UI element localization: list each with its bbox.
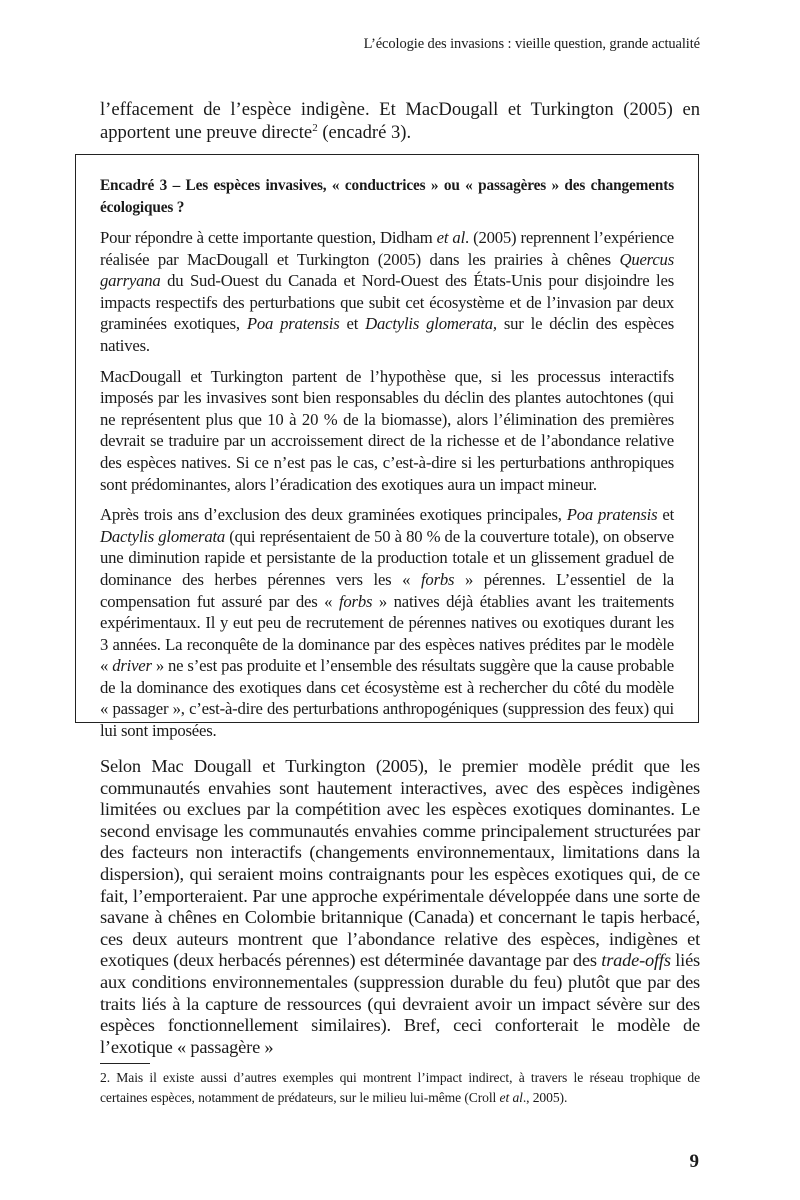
intro-text: l’effacement de l’espèce indigène. Et MacDougall et Turkington (2005) en apportent une preuve directe bbox=[100, 99, 700, 143]
text-run: » natives déjà établies avant les traitements expérimentaux. Il y eut peu de recrutement de pérennes natives ou exotiques durant les 3 années. La reconquête de la dominance par des espèces natives prédites par le modèle « bbox=[100, 591, 674, 676]
italic-text: Poa pratensis bbox=[566, 505, 658, 525]
text-run: » ne s’est pas produite et l’ensemble des résultats suggère que la cause probable de la dominance des exotiques dans cet écosystème est à rechercher du côté du modèle « passager », c’est-à-dire des perturbations anthropogéniques (suppression des feux) qui lui sont imposées. bbox=[100, 656, 674, 741]
italic-text: forbs bbox=[338, 591, 373, 611]
box-paragraph bbox=[100, 504, 674, 742]
italic-text: forbs bbox=[420, 569, 455, 589]
intro-paragraph bbox=[100, 98, 700, 144]
text-run: Selon Mac Dougall et Turkington (2005), le premier modèle prédit que les communautés envahies sont hautement interactives, avec des espèces indigènes limitées ou exclues par la compétition avec les espèces exotiques dominantes. Le second envisage les communautés envahies comme principalement structurées par des facteurs non interactifs (changements environnementaux, limitations dans la dispersion), qui seraient moins contraignants pour les espèces exotiques qui, de ce fait, l’emporteraient. Par une approche expérimentale développée dans une sorte de savane à chênes en Colombie britannique (Canada) et concernant le tapis herbacé, ces deux auteurs montrent que l’abondance relative des espèces, indigènes et exotiques (deux herbacés pérennes) est déterminée davantage par des bbox=[100, 756, 700, 971]
text-run: sur le déclin des espèces natives. bbox=[100, 314, 674, 355]
footnote-rule bbox=[100, 1063, 150, 1064]
main-body bbox=[100, 756, 700, 1058]
text-run: liés aux conditions environnementales (suppression durable du feu) plutôt que par des traits liés à la capture de ressources (qui devraient avoir un impact sévère sur des espèces fonctionnellement similaires). Bref, ceci conforterait le modèle de l’exotique « passagère » bbox=[100, 950, 701, 1057]
running-head: L’écologie des invasions : vieille question, grande actualité bbox=[363, 36, 700, 52]
text-run: » pérennes. L’essentiel de la compensation fut assuré par des « bbox=[100, 569, 675, 611]
text-run: Après trois ans d’exclusion des deux graminées exotiques principales, bbox=[100, 505, 567, 525]
italic-text: et al bbox=[499, 1089, 523, 1105]
text-run: 2. Mais il existe aussi d’autres exemples qui montrent l’impact indirect, à travers le réseau trophique de certaines espèces, notamment de prédateurs, sur le milieu lui-même (Croll bbox=[100, 1070, 700, 1105]
box-title: Encadré 3 – Les espèces invasives, « conductrices » ou « passagères » des changements écologiques ? bbox=[100, 177, 674, 216]
text-run: et bbox=[657, 505, 675, 525]
text-run: Pour répondre à cette importante question, Didham bbox=[100, 228, 437, 247]
text-run: MacDougall et Turkington partent de l’hypothèse que, si les processus interactifs imposés par les invasives sont bien responsables du déclin des plantes autochtones (qui ne représentent plus que 10 à 20 % de la biomasse), alors l’élimination des premières devrait se traduire par un accroissement direct de la richesse et de l’abondance relative des espèces natives. Si ce n’est pas le cas, c’est-à-dire si les perturbations anthropiques sont prédominantes, alors l’éradication des exotiques aura un impact mineur. bbox=[100, 366, 674, 494]
text-run: (qui représentaient de 50 à 80 % de la couverture totale), on observe une diminution rapide et persistante de la production totale et un glissement graduel de dominance des herbes pérennes vers les « bbox=[100, 526, 674, 589]
italic-text: Poa pratensis bbox=[246, 314, 340, 334]
text-run: du Sud-Ouest du Canada et Nord-Ouest des États-Unis pour disjoindre les impacts respectifs des perturbations que subit cet écosystème et de l’invasion par deux graminées exotiques, bbox=[100, 271, 674, 334]
footnote-text bbox=[100, 1068, 700, 1107]
italic-text: Quercus garryana bbox=[100, 249, 674, 291]
italic-text: et al bbox=[436, 228, 466, 247]
text-run: ., 2005). bbox=[522, 1089, 568, 1105]
encadre-3-box bbox=[75, 154, 699, 741]
italic-text: Dactylis glomerata bbox=[100, 526, 226, 546]
page-number: 9 bbox=[689, 1151, 699, 1172]
box-paragraph bbox=[100, 366, 674, 496]
text-run: et bbox=[339, 314, 366, 334]
box-paragraph bbox=[100, 227, 674, 357]
intro-text-end: (encadré 3). bbox=[317, 122, 412, 143]
italic-text: Dactylis glomerata, bbox=[365, 314, 497, 334]
text-run: . (2005) reprennent l’expérience réalisée par MacDougall et Turkington (2005) dans les prairies à chênes bbox=[100, 228, 674, 269]
italic-text: trade-offs bbox=[601, 950, 671, 971]
main-paragraph bbox=[100, 756, 700, 1058]
footnote-reference: 2 bbox=[312, 121, 318, 134]
italic-text: driver bbox=[112, 656, 152, 676]
footnote bbox=[100, 1068, 700, 1107]
